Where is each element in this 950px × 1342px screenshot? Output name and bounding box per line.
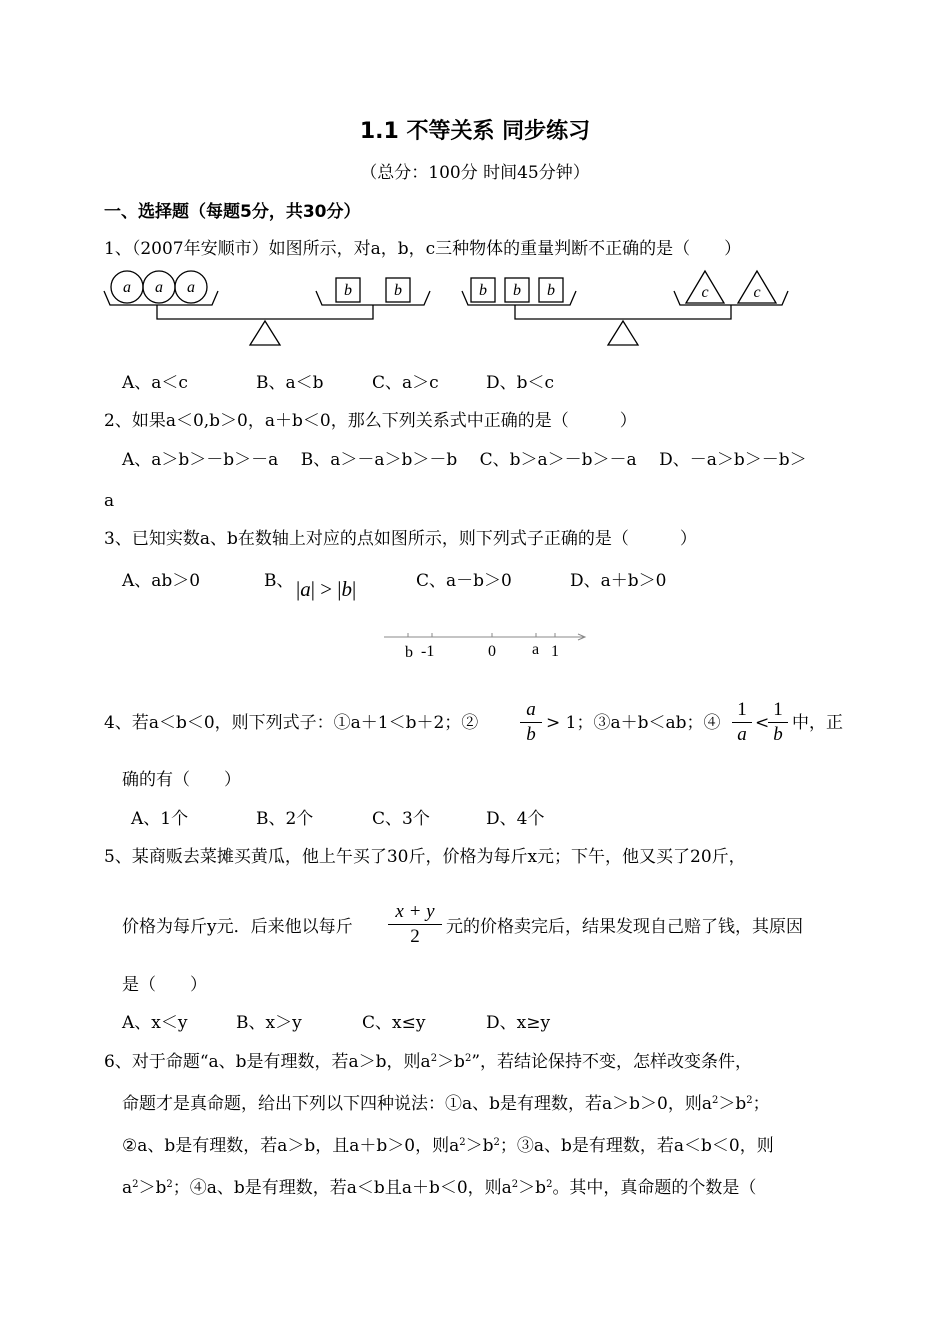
q1-balance-figure — [0, 265, 950, 355]
page-title: 1.1 不等关系 同步练习 — [359, 119, 591, 144]
q4-fraction-1-over-a: 1 a — [732, 700, 752, 745]
q1-option-b: B、a＜b — [256, 373, 324, 393]
page-subtitle: （总分：100分 时间45分钟） — [360, 163, 590, 183]
q5-line2-start: 价格为每斤y元．后来他以每斤 — [122, 917, 353, 937]
axis-label-0: 0 — [488, 643, 496, 660]
q3-option-c: C、a－b＞0 — [416, 571, 512, 591]
q3-stem: 3、已知实数a、b在数轴上对应的点如图所示，则下列式子正确的是（ ） — [104, 529, 697, 549]
left-square-label-1: b — [344, 282, 352, 299]
q3-number-line — [378, 628, 598, 668]
abs-bar: | — [296, 577, 301, 601]
q4-option-c: C、3个 — [372, 809, 430, 829]
q4-stem-mid: > 1；③a＋b＜ab；④ — [546, 713, 721, 733]
right-triangle-label-1: c — [701, 284, 709, 301]
q3-option-a: A、ab＞0 — [122, 571, 201, 591]
q2-stem: 2、如果a＜0,b＞0，a＋b＜0，那么下列关系式中正确的是（ ） — [104, 411, 637, 431]
q6-line2: 命题才是真命题，给出下列以下四种说法：①a、b是有理数，若a＞b＞0，则$a^2>b^2$； — [122, 1094, 770, 1114]
q4-lt-sign: < — [755, 713, 770, 733]
q3-option-b-label: B、 — [264, 571, 294, 591]
gt-sign: > — [320, 577, 333, 601]
q5-fraction-x-plus-y-over-2: x + y 2 — [388, 902, 442, 947]
q6-line1: 6、对于命题“a、b是有理数，若a＞b，则$a^2>b^2$”，若结论保持不变，怎样改变条件， — [104, 1052, 753, 1072]
axis-label-a: a — [532, 641, 540, 658]
abs-a: a — [300, 577, 311, 601]
q4-option-a: A、1个 — [131, 809, 189, 829]
right-beam — [515, 305, 731, 319]
left-beam — [157, 305, 373, 319]
q6-line4: $a^2>b^2$；④a、b是有理数，若a＜b且a＋b＜0，则$a^2>b^2$。其中，真命题的个数是（ — [122, 1178, 757, 1198]
q4-fraction-1-over-b: 1 b — [768, 700, 788, 745]
q2-options-cont: a — [104, 491, 115, 511]
q3-option-d: D、a＋b＞0 — [570, 571, 667, 591]
right-square-label-1: b — [479, 282, 487, 299]
axis-label-b: b — [405, 644, 413, 661]
left-circle-label-1: a — [123, 279, 131, 296]
q1-option-a: A、a＜c — [122, 373, 188, 393]
q4-option-b: B、2个 — [256, 809, 314, 829]
q4-option-d: D、4个 — [486, 809, 545, 829]
q1-option-d: D、b＜c — [486, 373, 555, 393]
q5-line2-end: 元的价格卖完后，结果发现自己赔了钱，其原因 — [446, 917, 803, 937]
left-fulcrum — [250, 321, 280, 345]
left-square-label-2: b — [394, 282, 402, 299]
abs-bar: | — [337, 577, 342, 601]
q5-line3: 是（ ） — [122, 975, 207, 995]
q5-option-d: D、x≥y — [486, 1013, 551, 1033]
q4-fraction-a-over-b: a b — [520, 700, 542, 745]
left-circle-label-2: a — [155, 279, 163, 296]
axis-label-minus1: -1 — [421, 643, 435, 660]
left-pan-right — [316, 291, 430, 305]
q3-option-b-math — [296, 574, 356, 604]
q5-option-c: C、x≤y — [362, 1013, 426, 1033]
q4-stem-line2: 确的有（ ） — [122, 770, 241, 790]
q6-line3: ②a、b是有理数，若a＞b，且a＋b＞0，则$a^2>b^2$；③a、b是有理数，若a＜b＜0，则 — [122, 1136, 774, 1156]
q4-stem-start: 4、若a＜b＜0，则下列式子：①a＋1＜b＋2；② — [104, 713, 479, 733]
q4-stem-end: 中，正 — [792, 713, 843, 733]
q2-options: A、a＞b＞－b＞－a B、a＞－a＞b＞－b C、b＞a＞－b＞－a D、－a＞b＞－b＞ — [122, 450, 807, 470]
abs-bar: | — [352, 577, 357, 601]
q5-line1: 5、某商贩去菜摊买黄瓜，他上午买了30斤，价格为每斤x元；下午，他又买了20斤， — [104, 847, 746, 867]
right-fulcrum — [608, 321, 638, 345]
right-square-label-2: b — [513, 282, 521, 299]
q5-option-a: A、x＜y — [122, 1013, 188, 1033]
q1-option-c: C、a＞c — [372, 373, 439, 393]
axis-label-1: 1 — [551, 643, 559, 660]
abs-b: b — [341, 577, 352, 601]
left-circle-label-3: a — [187, 279, 195, 296]
section-heading: 一、选择题（每题5分，共30分） — [104, 202, 361, 222]
q5-option-b: B、x＞y — [236, 1013, 302, 1033]
abs-bar: | — [310, 577, 315, 601]
q1-stem: 1、（2007年安顺市）如图所示，对a，b，c三种物体的重量判断不正确的是（ ） — [104, 239, 742, 259]
right-triangle-label-2: c — [753, 284, 761, 301]
right-square-label-3: b — [547, 282, 555, 299]
